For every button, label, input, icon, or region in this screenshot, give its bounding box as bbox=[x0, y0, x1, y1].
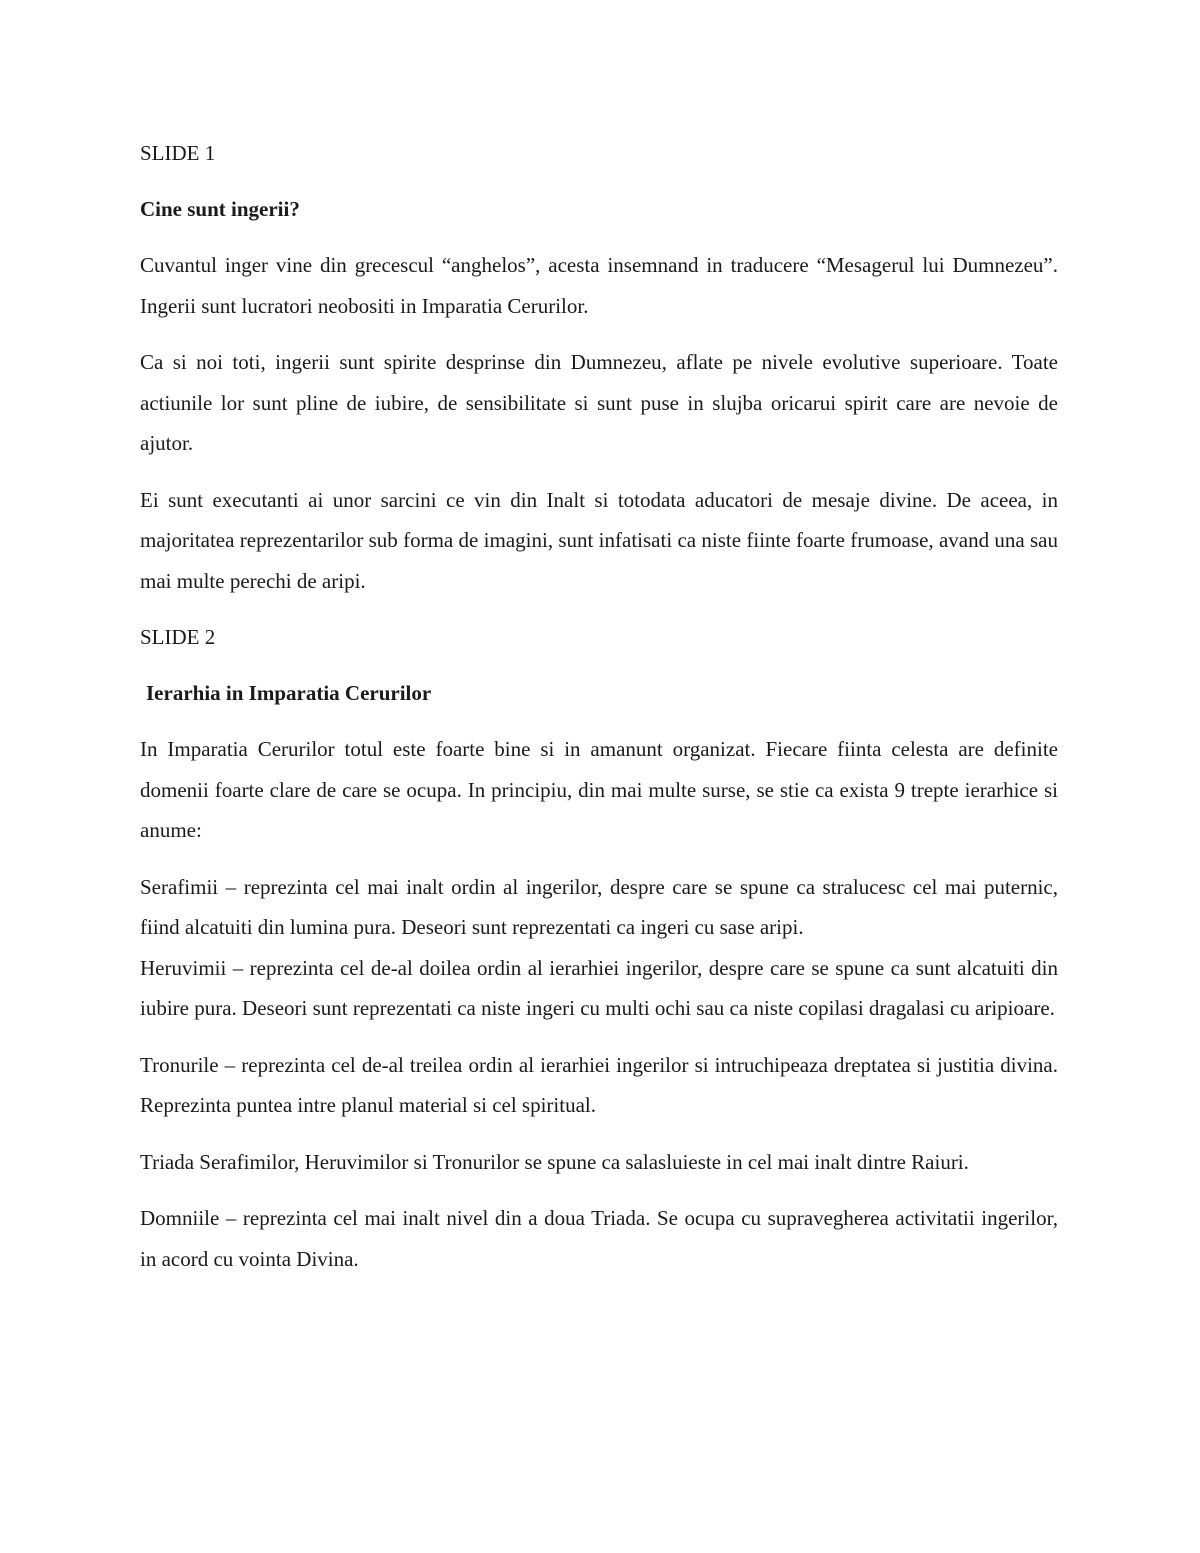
slide-1-heading: Cine sunt ingerii? bbox=[140, 196, 300, 221]
paragraph: Serafimii – reprezinta cel mai inalt ordin al ingerilor, despre care se spune ca stralucesc cel mai puternic, fiind alcatuiti din lumina pura. Deseori sunt reprezentati ca ingeri cu sase aripi. bbox=[140, 874, 1058, 939]
paragraph: Heruvimii – reprezinta cel de-al doilea ordin al ierarhiei ingerilor, despre care se spune ca sunt alcatuiti din iubire pura. Deseori sunt reprezentati ca niste ingeri cu multi ochi sau ca niste copilasi dragalasi cu aripioare. bbox=[140, 955, 1058, 1020]
paragraph: Tronurile – reprezinta cel de-al treilea ordin al ierarhiei ingerilor si intruchipeaza dreptatea si justitia divina. Reprezinta puntea intre planul material si cel spiritual. bbox=[140, 1052, 1058, 1117]
paragraph: In Imparatia Cerurilor totul este foarte bine si in amanunt organizat. Fiecare fiinta celesta are definite domenii foarte clare de care se ocupa. In principiu, din mai multe surse, se stie ca exista 9 trepte ierarhice si anume: bbox=[140, 737, 1058, 842]
paragraph: Domniile – reprezinta cel mai inalt nivel din a doua Triada. Se ocupa cu supravegherea activitatii ingerilor, in acord cu vointa Divina. bbox=[140, 1206, 1058, 1271]
slide-1-label: SLIDE 1 bbox=[140, 141, 216, 165]
document-page bbox=[140, 133, 1058, 1295]
slide-2-heading: Ierarhia in Imparatia Cerurilor bbox=[146, 680, 432, 705]
paragraph: Triada Serafimilor, Heruvimilor si Tronurilor se spune ca salasluieste in cel mai inalt dintre Raiuri. bbox=[140, 1149, 969, 1174]
slide-2-label: SLIDE 2 bbox=[140, 625, 216, 649]
paragraph: Cuvantul inger vine din grecescul “anghelos”, acesta insemnand in traducere “Mesagerul lui Dumnezeu”. Ingerii sunt lucratori neobositi in Imparatia Cerurilor. bbox=[140, 253, 1058, 318]
paragraph: Ca si noi toti, ingerii sunt spirite desprinse din Dumnezeu, aflate pe nivele evolutive superioare. Toate actiunile lor sunt pline de iubire, de sensibilitate si sunt puse in slujba oricarui spirit care are nevoie de ajutor. bbox=[140, 350, 1058, 455]
paragraph: Ei sunt executanti ai unor sarcini ce vin din Inalt si totodata aducatori de mesaje divine. De aceea, in majoritatea reprezentarilor sub forma de imagini, sunt infatisati ca niste fiinte foarte frumoase, avand una sau mai multe perechi de aripi. bbox=[140, 487, 1058, 593]
